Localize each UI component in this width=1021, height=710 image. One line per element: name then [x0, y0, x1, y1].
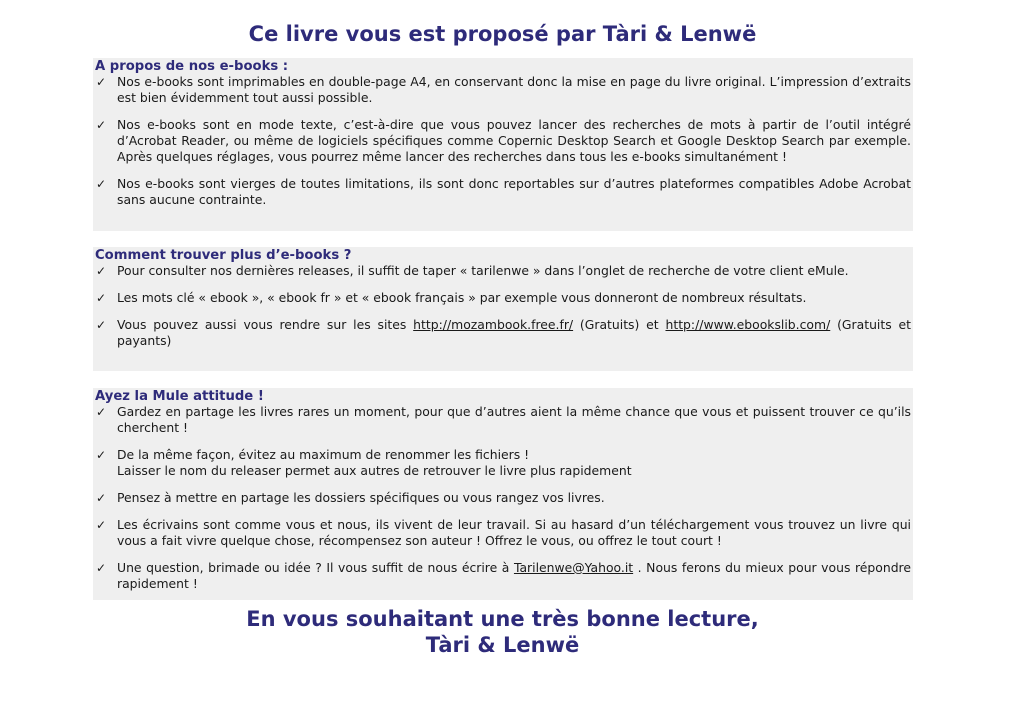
closing-message [0, 606, 1005, 658]
closing-signature: Tàri & Lenwë [425, 633, 580, 657]
section-find-ebooks [93, 247, 913, 371]
list-item-text: Nos e-books sont vierges de toutes limitations, ils sont donc reportables sur d’autres plateformes compatibles Adobe Acrobat sans aucune contrainte. [117, 176, 911, 207]
list-item-text-start: Vous pouvez aussi vous rendre sur les sites [117, 317, 414, 332]
list-item-text: Les mots clé « ebook », « ebook fr » et « ebook français » par exemple vous donneront de nombreux résultats. [117, 290, 807, 305]
list-item [95, 490, 911, 506]
list-item-text: Gardez en partage les livres rares un moment, pour que d’autres aient la même chance que vous et puissent trouver ce qu’ils cherchent ! [117, 404, 911, 435]
ebookslib-link[interactable]: http://www.ebookslib.com/ [665, 317, 831, 332]
bullet-list [95, 404, 911, 592]
list-item [95, 290, 911, 306]
list-item [95, 74, 911, 106]
check-mark-icon: ✓ [96, 405, 107, 419]
list-item [95, 447, 911, 479]
mozambook-link[interactable]: http://mozambook.free.fr/ [413, 317, 574, 332]
list-item-text-end: . Nous ferons du mieux pour vous répondre rapidement ! [117, 560, 912, 591]
section-heading: Comment trouver plus d’e-books ? [95, 248, 352, 263]
list-item [95, 517, 911, 549]
box-gap [855, 231, 913, 247]
check-mark-icon: ✓ [96, 118, 107, 132]
check-mark-icon: ✓ [96, 491, 107, 505]
list-item-text: Pensez à mettre en partage les dossiers spécifiques ou vous rangez vos livres. [117, 490, 605, 505]
check-mark-icon: ✓ [96, 518, 107, 532]
list-item-text-start: Une question, brimade ou idée ? Il vous suffit de nous écrire à [117, 560, 514, 575]
list-item-text-middle: (Gratuits) et [573, 317, 666, 332]
check-mark-icon: ✓ [96, 75, 107, 89]
check-mark-icon: ✓ [96, 561, 107, 575]
list-item-text: Les écrivains sont comme vous et nous, ils vivent de leur travail. Si au hasard d’un téléchargement vous trouvez un livre qui vous a fait vivre quelque chose, récompensez son auteur ! Offrez le vous, ou offrez le tout court ! [117, 517, 911, 548]
section-heading: A propos de nos e-books : [95, 59, 289, 74]
section-heading: Ayez la Mule attitude ! [95, 389, 264, 404]
bullet-list [95, 263, 911, 349]
list-item-text-second-line: Laisser le nom du releaser permet aux autres de retrouver le livre plus rapidement [117, 463, 632, 478]
closing-line: En vous souhaitant une très bonne lecture, [246, 607, 759, 631]
list-item [95, 404, 911, 436]
list-item-text: Nos e-books sont en mode texte, c’est-à-dire que vous pouvez lancer des recherches de mots à partir de l’outil intégré d’Acrobat Reader, ou même de logiciels spécifiques comme Copernic Desktop Search et Google Desktop Search par exemple. Après quelques réglages, vous pourrez même lancer des recherches dans tous les e-books simultanément ! [117, 117, 911, 164]
list-item-text: De la même façon, évitez au maximum de renommer les fichiers ! [117, 447, 530, 462]
check-mark-icon: ✓ [96, 264, 107, 278]
check-mark-icon: ✓ [96, 448, 107, 462]
check-mark-icon: ✓ [96, 291, 107, 305]
list-item-text: Nos e-books sont imprimables en double-page A4, en conservant donc la mise en page du livre original. L’impression d’extraits est bien évidemment tout aussi possible. [117, 74, 911, 105]
list-item [95, 176, 911, 208]
check-mark-icon: ✓ [96, 177, 107, 191]
box-gap [855, 371, 913, 388]
list-item [95, 117, 911, 165]
email-link[interactable]: Tarilenwe@Yahoo.it [513, 560, 634, 575]
list-item [95, 263, 911, 279]
bullet-list [95, 74, 911, 208]
section-about-ebooks [93, 58, 913, 231]
page-title: Ce livre vous est proposé par Tàri & Lenwë [248, 22, 757, 46]
list-item [95, 317, 911, 349]
list-item [95, 560, 911, 592]
section-mule-attitude [93, 388, 913, 600]
list-item-text: Pour consulter nos dernières releases, il suffit de taper « tarilenwe » dans l’onglet de recherche de votre client eMule. [117, 263, 849, 278]
list-item-text-end: (Gratuits et payants) [117, 317, 911, 348]
check-mark-icon: ✓ [96, 318, 107, 332]
